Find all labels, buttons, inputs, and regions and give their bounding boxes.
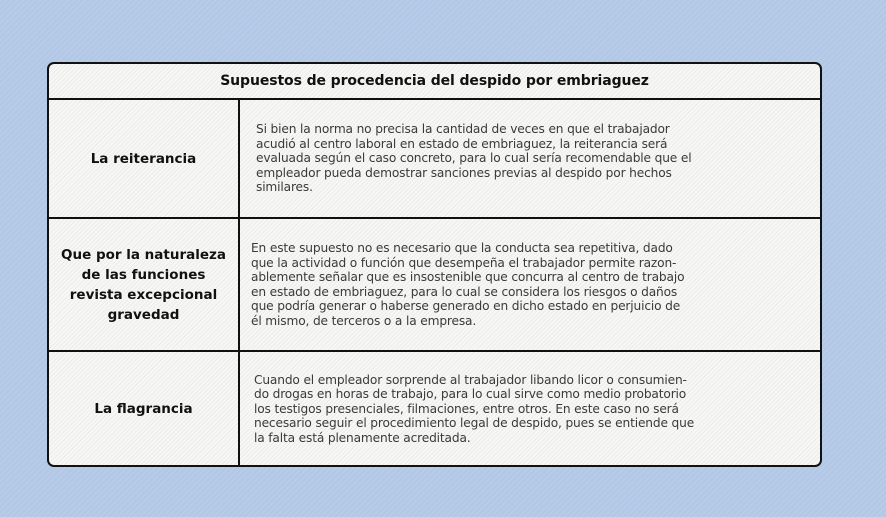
table-row bbox=[49, 219, 820, 352]
table-row bbox=[49, 352, 820, 466]
row-description-cell bbox=[242, 352, 820, 466]
table-title: Supuestos de procedencia del despido por embriaguez bbox=[220, 73, 649, 89]
row-label-cell bbox=[49, 352, 240, 466]
row-label: Que por la naturaleza de las funciones revista excepcional gravedad bbox=[61, 246, 226, 323]
row-description: En este supuesto no es necesario que la conducta sea repetitiva, dado que la actividad o función que desempeña el trabajador permite razon- ablemente señalar que es insostenible que concurra al centro de trabajo en estado de embriaguez, para lo cual se considera los riesgos o daños que podría generar o haberse generado en dicho estado en perjuicio de él mismo, de terceros o a la empresa. bbox=[251, 241, 685, 328]
table-card bbox=[47, 62, 822, 467]
row-description-cell bbox=[242, 100, 820, 217]
row-label: La flagrancia bbox=[94, 401, 193, 417]
table-header bbox=[49, 64, 820, 100]
table-row bbox=[49, 100, 820, 219]
row-label-cell bbox=[49, 219, 240, 350]
row-label: La reiterancia bbox=[90, 150, 197, 167]
row-description-cell bbox=[242, 219, 820, 350]
row-description: Si bien la norma no precisa la cantidad de veces en que el trabajador acudió al centro laboral en estado de embriaguez, la reiterancia será evaluada según el caso concreto, para lo cual sería recomendable que el empleador pueda demostrar sanciones previas al despido por hechos similares. bbox=[256, 122, 692, 195]
row-label-cell bbox=[49, 100, 240, 217]
row-description: Cuando el empleador sorprende al trabajador libando licor o consumien- do drogas en horas de trabajo, para lo cual sirve como medio probatorio los testigos presenciales, filmaciones, entre otros. En este caso no será necesario seguir el procedimiento legal de despido, pues se entiende que la falta está plenamente acreditada. bbox=[254, 372, 695, 445]
